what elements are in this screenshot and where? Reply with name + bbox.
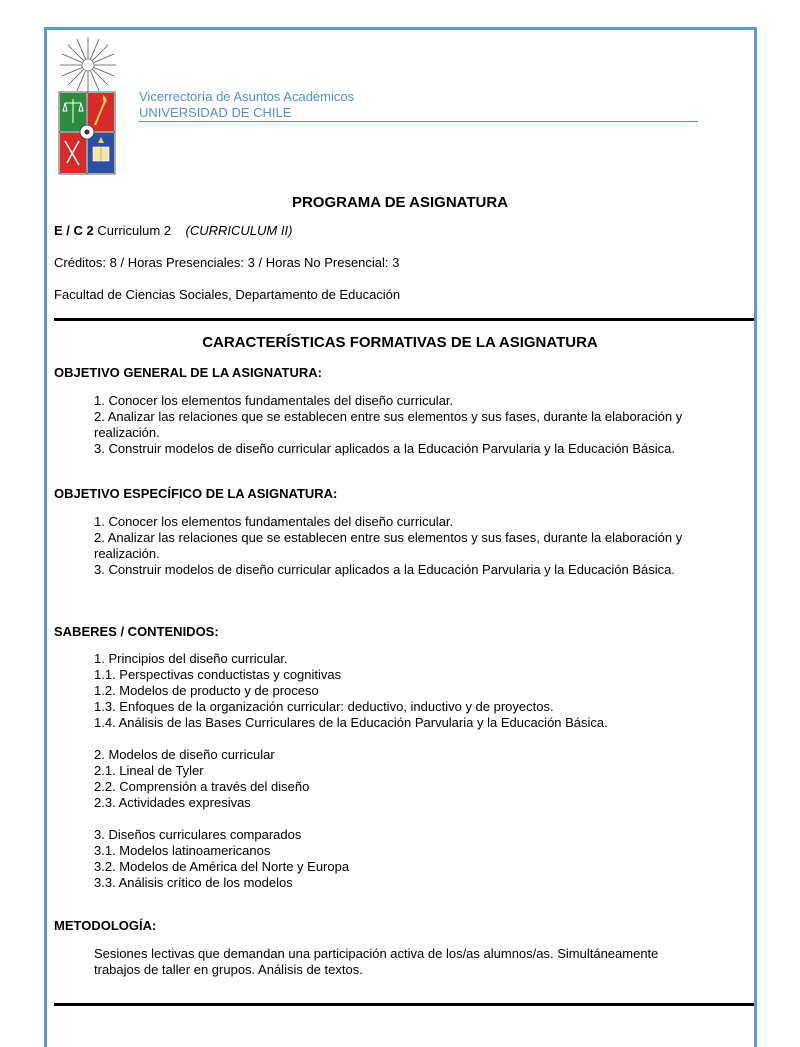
specific-objective-list [94, 514, 714, 578]
list-item: 1.1. Perspectivas conductistas y cognitivas [94, 667, 342, 682]
section-divider-bottom [54, 1003, 754, 1006]
course-code-line [54, 223, 292, 238]
list-item: 1.2. Modelos de producto y de proceso [94, 683, 319, 698]
course-alt-name: (CURRICULUM II) [185, 223, 293, 238]
contents-label: SABERES / CONTENIDOS: [54, 624, 219, 639]
list-item: 2.3. Actividades expresivas [94, 795, 251, 810]
list-item: 2. Analizar las relaciones que se establecen entre sus elementos y sus fases, durante la elaboración y realización. [94, 530, 683, 561]
header-rule [139, 121, 698, 122]
list-item: 2. Modelos de diseño curricular [94, 747, 275, 762]
course-name: Curriculum 2 [97, 223, 172, 238]
list-item: 3.3. Análisis crítico de los modelos [94, 875, 293, 890]
general-objective-list [94, 393, 714, 457]
credits-line: Créditos: 8 / Horas Presenciales: 3 / Horas No Presencial: 3 [54, 255, 400, 270]
specific-objective-label: OBJETIVO ESPECÍFICO DE LA ASIGNATURA: [54, 486, 338, 501]
methodology-label: METODOLOGÍA: [54, 918, 157, 933]
list-item: 3. Diseños curriculares comparados [94, 827, 302, 842]
list-item: 1. Principios del diseño curricular. [94, 651, 288, 666]
doc-title: PROGRAMA DE ASIGNATURA [291, 194, 509, 211]
list-item: 1. Conocer los elementos fundamentales del diseño curricular. [94, 514, 454, 529]
list-gap [94, 811, 714, 827]
header-institution [139, 89, 354, 121]
methodology-text: Sesiones lectivas que demandan una participación activa de los/as alumnos/as. Simultáneamente trabajos de taller en grupos. Análisis de textos. [94, 946, 659, 977]
list-item: 2.2. Comprensión a través del diseño [94, 779, 310, 794]
list-gap [94, 731, 714, 747]
section-title: CARACTERÍSTICAS FORMATIVAS DE LA ASIGNATURA [202, 334, 598, 351]
institution-line-university: UNIVERSIDAD DE CHILE [139, 105, 292, 120]
list-item: 3. Construir modelos de diseño curricular aplicados a la Educación Parvularia y la Educación Básica. [94, 562, 675, 577]
university-crest-logo [57, 35, 119, 177]
institution-line-vicerrectoria: Vicerrectoría de Asuntos Académicos [139, 89, 355, 104]
contents-list [94, 651, 714, 891]
general-objective-label: OBJETIVO GENERAL DE LA ASIGNATURA: [54, 365, 322, 380]
list-item: 3. Construir modelos de diseño curricular aplicados a la Educación Parvularia y la Educación Básica. [94, 441, 675, 456]
faculty-line: Facultad de Ciencias Sociales, Departamento de Educación [54, 287, 401, 302]
section-divider-top [54, 318, 754, 321]
list-item: 1. Conocer los elementos fundamentales del diseño curricular. [94, 393, 454, 408]
list-item: 1.4. Análisis de las Bases Curriculares de la Educación Parvularia y la Educación Básica. [94, 715, 608, 730]
list-item: 1.3. Enfoques de la organización curricular: deductivo, inductivo y de proyectos. [94, 699, 554, 714]
list-item: 3.2. Modelos de América del Norte y Europa [94, 859, 350, 874]
course-code: E / C 2 [54, 223, 94, 238]
list-item: 3.1. Modelos latinoamericanos [94, 843, 271, 858]
list-item: 2. Analizar las relaciones que se establecen entre sus elementos y sus fases, durante la elaboración y realización. [94, 409, 683, 440]
list-item: 2.1. Lineal de Tyler [94, 763, 204, 778]
